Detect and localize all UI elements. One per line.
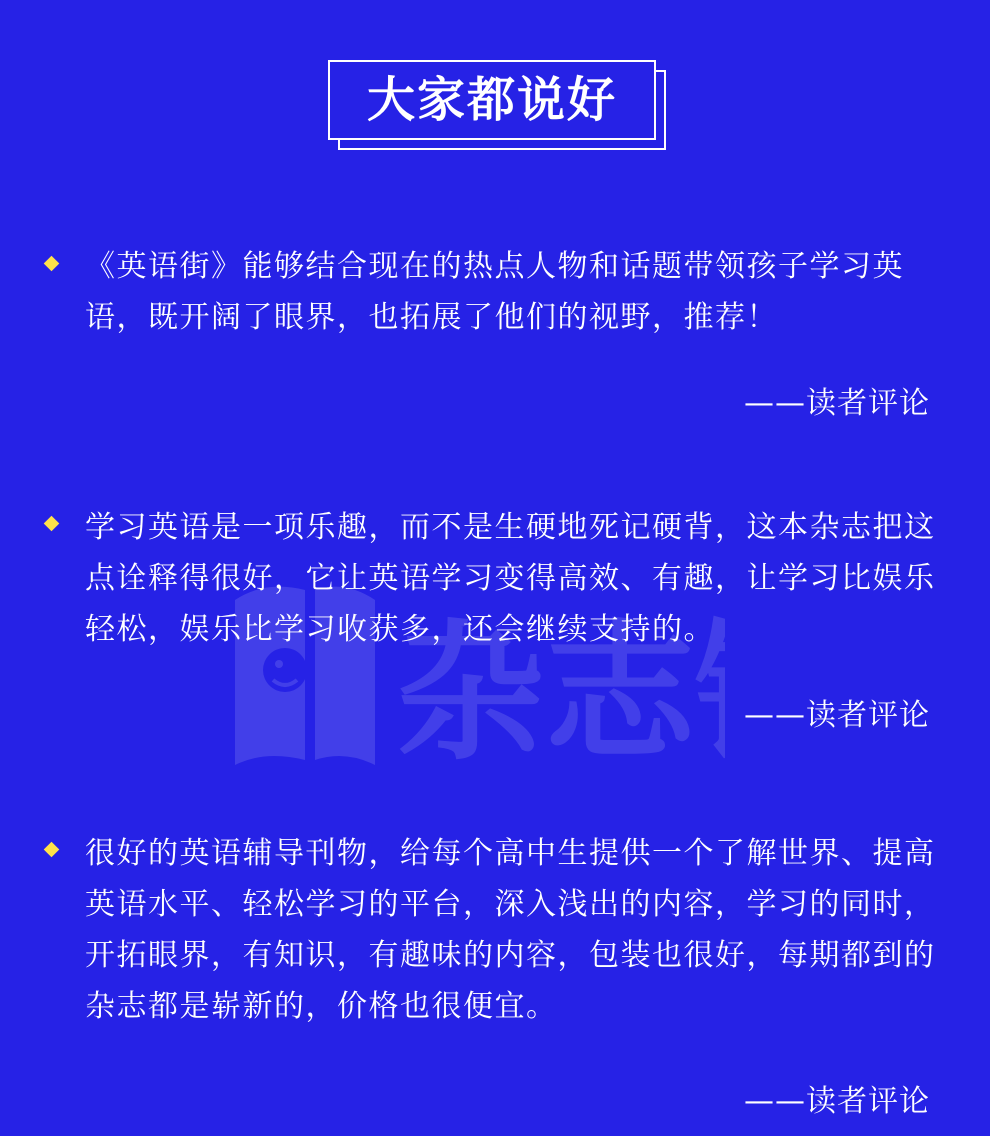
diamond-bullet-icon	[44, 256, 60, 272]
review-attribution: ——读者评论	[744, 698, 930, 733]
diamond-bullet-icon	[44, 842, 60, 858]
review-attribution: ——读者评论	[744, 386, 930, 421]
review-text: 《英语街》能够结合现在的热点人物和话题带领孩子学习英语，既开阔了眼界，也拓展了他们的视野，推荐！	[85, 249, 904, 335]
title-frame	[328, 60, 656, 140]
review-attribution: ——读者评论	[744, 1084, 930, 1119]
page-title-box	[328, 60, 658, 142]
watermark-text: 杂志	[395, 607, 696, 770]
page-title: 大家都说好	[366, 72, 617, 128]
diamond-bullet-icon	[44, 516, 60, 532]
review-text: 学习英语是一项乐趣，而不是生硬地死记硬背，这本杂志把这点诠释得很好，它让英语学习变得高效、有趣，让学习比娱乐轻松，娱乐比学习收获多，还会继续支持的。	[85, 510, 936, 647]
review-text: 很好的英语辅导刊物，给每个高中生提供一个了解世界、提高英语水平、轻松学习的平台，深入浅出的内容，学习的同时，开拓眼界，有知识，有趣味的内容，包装也很好，每期都到的杂志都是崭新的，价格也很便宜。	[85, 836, 936, 1024]
